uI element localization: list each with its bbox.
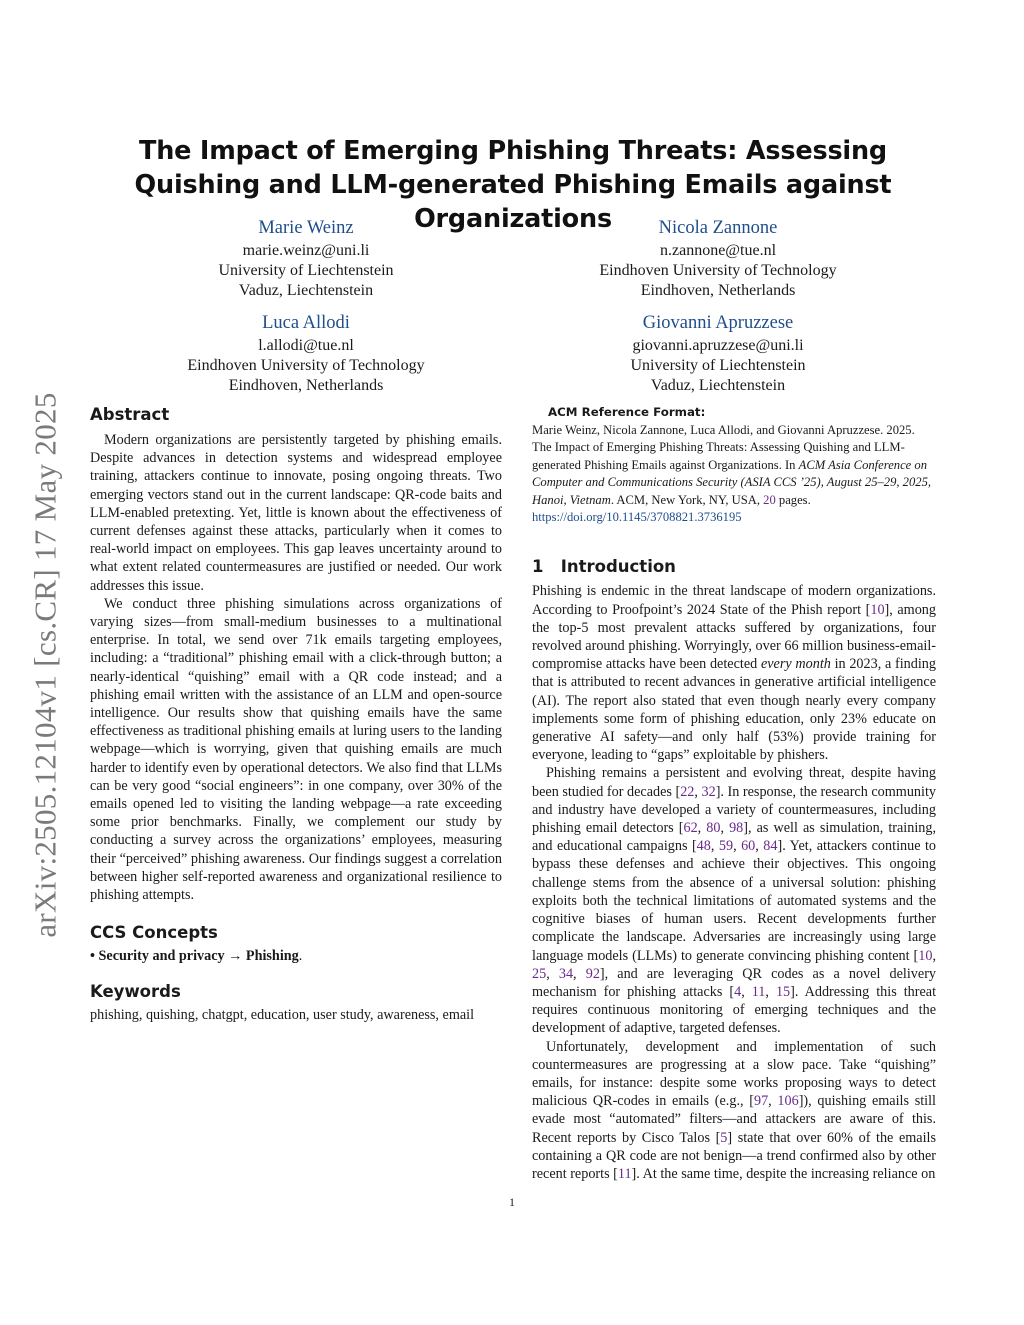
separator: , [765,983,776,1000]
citation-link[interactable]: 15 [775,983,791,1000]
citation-link[interactable]: 10 [870,601,885,618]
text-run: ]. Addressing this threat requires continuous monitoring of emerging techniques and the development of adaptive, targeted defenses. [532,983,937,1037]
author-email: giovanni.apruzzese@uni.li [632,337,804,354]
intro-paragraph [532,582,936,764]
ccs-concepts [90,947,502,965]
ccs-suffix: . [298,948,303,965]
text-run: ], among the top-5 most prevalent attacks suffered by organizations, four revolved around phishing. Worryingly, over 66 million business-email-compromise attacks have been detected [532,601,936,673]
separator: , [755,838,764,855]
author-email: marie.weinz@uni.li [242,242,370,259]
keywords-text: phishing, quishing, chatgpt, education, user study, awareness, email [90,1007,475,1024]
citation-link[interactable]: 92 [585,965,600,982]
separator: , [573,965,586,982]
emphasis: every month [760,656,831,673]
ccs-heading: CCS Concepts [90,923,218,943]
arxiv-id-text: arXiv:2505.12104v1 [cs.CR] 17 May 2025 [28,392,63,938]
author-block [508,311,928,396]
ccs-term: Phishing [245,948,299,965]
text-run: ]. In response, the research community and industry have developed a variety of countermeasures, including phishing email detectors [ [532,783,936,837]
acm-reference-heading: ACM Reference Format: [548,405,706,419]
author-email: l.allodi@tue.nl [258,337,354,354]
author-affiliation: Eindhoven University of Technology [599,262,837,279]
citation-link[interactable]: 48 [696,838,711,855]
abstract-paragraph: Modern organizations are persistently targeted by phishing emails. Despite advances in detection systems and widespread employee training, attackers continue to innovate, posing ongoing threats. Two emerging vectors stand out in the current landscape: QR-code baits and LLM-enabled pretexting. Yet, little is known about the effectiveness of current defenses against these attacks, particularly when it comes to real-world impact on employees. This gap leaves uncertainty around to what extent related countermeasures are justified or needed. Our work addresses this issue. [90,432,502,594]
arxiv-identifier [22,370,70,960]
citation-link[interactable]: 11 [617,1165,632,1182]
separator: , [697,820,707,837]
acm-reference-text [532,422,936,526]
acm-text: . ACM, New York, NY, USA, [610,492,764,507]
author-affiliation: Eindhoven University of Technology [187,357,425,374]
acm-text: pages. [775,492,811,507]
author-location: Eindhoven, Netherlands [228,377,384,394]
page-number: 1 [509,1195,515,1209]
author-block [508,216,928,301]
intro-paragraph [532,1038,936,1184]
abstract-heading: Abstract [90,405,170,424]
author-location: Eindhoven, Netherlands [640,282,796,299]
introduction-heading [532,556,936,578]
right-column [532,404,936,1183]
citation-link[interactable]: 4 [734,983,742,1000]
separator: , [546,965,559,982]
citation-link[interactable]: 80 [706,820,721,837]
citation-link[interactable]: 59 [718,838,734,855]
paper-title: The Impact of Emerging Phishing Threats: Assessing Quishing and LLM-generated Phishing Emails against Organizations [134,136,892,234]
keywords-heading: Keywords [90,982,181,1002]
doi-link[interactable]: https://doi.org/10.1145/3708821.3736195 [532,510,742,525]
separator: , [741,983,752,1000]
author-location: Vaduz, Liechtenstein [650,377,786,394]
citation-link[interactable]: 98 [729,820,744,837]
text-run: Phishing is endemic in the threat landscape of modern organizations. According to Proofpoint’s 2024 State of the Phish report [ [532,583,936,618]
intro-paragraph [532,764,936,1037]
text-run: in 2023, a finding that is attributed to recent advances in generative artificial intelligence (AI). The report also stated that even though nearly every company implements some form of phishing education, only 23% educate on generative AI safety—and only half (53%) provide training for everyone, leading to “gaps” exploitable by phishers. [532,656,936,764]
citation-link[interactable]: 34 [558,965,574,982]
text-run: ]. At the same time, despite the increasing reliance on [631,1165,936,1182]
acm-venue: ACM Asia Conference on Computer and Communications Security (ASIA CCS ’25), August 25–29, 2025, Hanoi, Vietnam [532,457,932,507]
citation-link[interactable]: 22 [680,783,695,800]
text-run: ]. Yet, attackers continue to bypass these defenses and achieve their objectives. This ongoing challenge stems from the absence of a universal solution: phishing exploits both the technical limitations of automated systems and the cognitive biases of human users. Recent developments further complicate the landscape. Adversaries are increasingly using large language models (LLMs) to generate convincing phishing content [ [532,838,936,964]
text-run: ], as well as simulation, training, and educational campaigns [ [532,820,936,855]
abstract-paragraph: We conduct three phishing simulations across organizations of varying sizes—from small-medium businesses to a multinational enterprise. In total, we send over 71k emails targeting employees, including: a “traditional” phishing email with a click-through button; a nearly-identical “quishing” email with a QR code instead; and a phishing email written with the assistance of an LLM and open-source intelligence. Our results show that quishing emails have the same effectiveness as traditional phishing emails at luring users to the landing webpage—which is worrying, given that quishing emails are much harder to identify even by operational detectors. We also find that LLMs can be very good “social engineers”: in one company, over 30% of the emails opened led to visiting the landing webpage—a rate exceeding some prior benchmarks. Finally, we complement our study by conducting a survey across the organizations’ employees, measuring their “perceived” phishing awareness. Our findings suggest a correlation between higher self-reported awareness and organizational resilience to phishing attempts. [90,595,502,904]
text-run: ] state that over 60% of the emails containing a QR code are not benign—a trend confirmed also by other recent reports [ [532,1129,936,1182]
author-affiliation: University of Liechtenstein [218,262,394,279]
citation-link[interactable]: 25 [532,965,547,982]
separator: , [694,783,702,800]
text-run: ]), quishing emails still evade most “automated” filters—and attackers are aware of this. Recent reports by Cisco Talos [ [532,1093,936,1146]
citation-link[interactable]: 5 [720,1129,728,1146]
author-name[interactable]: Giovanni Apruzzese [642,313,794,333]
citation-link[interactable]: 32 [701,783,716,800]
section-title: Introduction [560,557,676,577]
separator: , [710,838,719,855]
citation-link[interactable]: 84 [763,838,778,855]
citation-link[interactable]: 97 [753,1093,769,1110]
separator: , [768,1093,778,1110]
citation-link[interactable]: 10 [918,947,933,964]
author-block [96,311,516,396]
left-column [90,404,502,1025]
section-number: 1 [532,557,544,577]
author-location: Vaduz, Liechtenstein [238,282,374,299]
citation-link[interactable]: 62 [683,820,698,837]
separator: , [932,947,936,964]
ccs-arrow: → [228,948,243,965]
text-run: Unfortunately, development and implementation of such countermeasures are progressing at a slow pace. Take “quishing” emails, for instance: despite some works proposing ways to detect malicious QR-codes in emails (e.g., [ [532,1038,936,1110]
text-run: Phishing remains a persistent and evolving threat, despite having been studied for decades [ [532,765,936,800]
author-email: n.zannone@tue.nl [659,242,777,259]
author-name[interactable]: Nicola Zannone [658,218,778,238]
author-name[interactable]: Marie Weinz [258,218,354,238]
author-name[interactable]: Luca Allodi [262,313,350,333]
citation-link[interactable]: 11 [751,983,766,1000]
acm-pages-link[interactable]: 20 [763,492,776,507]
text-run: ], and are leveraging QR codes as a novel delivery mechanism for phishing attacks [ [532,965,937,1000]
acm-text: Marie Weinz, Nicola Zannone, Luca Allodi, and Giovanni Apruzzese. 2025. The Impact of Emerging Phishing Threats: Assessing Quishing and LLM-generated Phishing Emails against Organizations. In [532,423,915,472]
citation-link[interactable]: 106 [777,1093,799,1110]
ccs-prefix: • Security and privacy [90,948,225,965]
author-block [96,216,516,301]
separator: , [720,820,730,837]
separator: , [733,838,742,855]
citation-link[interactable]: 60 [741,838,756,855]
author-affiliation: University of Liechtenstein [630,357,806,374]
